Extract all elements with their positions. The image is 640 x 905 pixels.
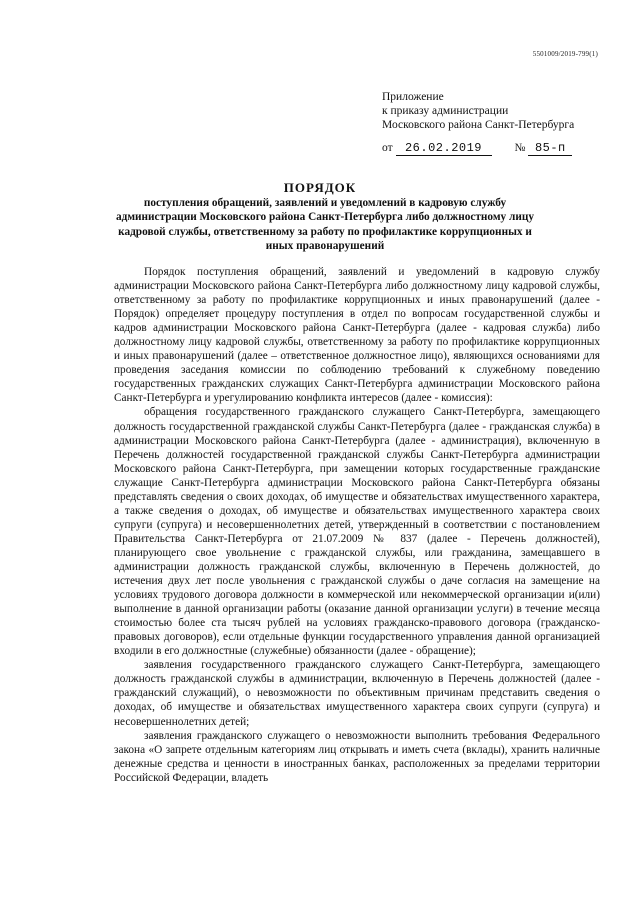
- document-subtitle: поступления обращений, заявлений и уведомлений в кадровую службу администрации Московского района Санкт-Петербурга либо должностному лицу кадровой службы, ответственному за работу по профилактике коррупционных и иных правонарушений: [115, 197, 535, 252]
- body-paragraph: обращения государственного гражданского служащего Санкт-Петербурга, замещающего должность государственной гражданской службы Санкт-Петербурга (далее - гражданская служба) в администрации Московского района Санкт-Петербурга (далее - администрация), включенную в Перечень должностей государственной гражданской службы Санкт-Петербурга администрации Московского района Санкт-Петербурга, при замещении которых государственные гражданские служащие Санкт-Петербурга администрации Московского района Санкт-Петербурга обязаны представлять сведения о своих доходах, об имуществе и обязательствах имущественного характера, а также сведения о доходах, об имуществе и обязательствах имущественного характера своих супруги (супруга) и несовершеннолетних детей, утвержденный в соответствии с постановлением Правительства Санкт-Петербурга от 21.07.2009 № 837 (далее - Перечень должностей), планирующего свое увольнение с гражданской службы, или гражданина, замещавшего в администрации должность гражданской службы, включенную в Перечень должностей, до истечения двух лет после увольнения с гражданской службы о даче согласия на замещение на условиях трудового договора должности в коммерческой или некоммерческой организации и(или) выполнение в данной организации работы (оказание данной организации услуги) в течение месяца стоимостью более ста тысяч рублей на условиях гражданско-правового договора (гражданско-правовых договоров), если отдельные функции государственного управления данной организацией входили в его должностные (служебные) обязанности (далее - обращение);: [114, 406, 600, 658]
- document-body: [114, 265, 600, 785]
- number-label: №: [514, 142, 526, 154]
- body-paragraph: заявления гражданского служащего о невозможности выполнить требования Федерального закона «О запрете отдельным категориям лиц открывать и иметь счета (вклады), хранить наличные денежные средства и ценности в иностранных банках, расположенных за пределами территории Российской Федерации, владеть: [114, 729, 600, 784]
- order-date: 26.02.2019: [396, 141, 492, 156]
- document-registration-number: 5501009/2019-799(1): [532, 50, 598, 58]
- order-number: 85-п: [528, 141, 572, 156]
- appendix-line: Приложение: [382, 91, 444, 103]
- from-label: от: [382, 142, 393, 154]
- order-reference: [382, 141, 572, 156]
- body-paragraph: Порядок поступления обращений, заявлений и уведомлений в кадровую службу администрации Московского района Санкт-Петербурга либо должностному лицу кадровой службы, ответственному за работу по профилактике коррупционных и иных правонарушений (далее - Порядок) определяет процедуру поступления в отдел по вопросам государственной службы и кадров администрации Московского района Санкт-Петербурга (далее - кадровая служба) либо должностному лицу кадровой службы, ответственному за работу по профилактике коррупционных и иных правонарушений (далее – ответственное должностное лицо), являющихся основаниями для проведения заседания комиссии по соблюдению требований к служебному поведению государственных гражданских служащих Санкт-Петербурга администрации Московского района Санкт-Петербурга и урегулированию конфликта интересов (далее - комиссия):: [114, 266, 600, 405]
- appendix-line: к приказу администрации: [382, 105, 509, 117]
- appendix-block: [382, 90, 574, 132]
- document-title: ПОРЯДОК: [283, 180, 357, 195]
- appendix-line: Московского района Санкт-Петербурга: [382, 119, 575, 131]
- body-paragraph: заявления государственного гражданского служащего Санкт-Петербурга, замещающего должность гражданской службы в администрации, включенную в Перечень должностей (далее - гражданский служащий), о невозможности по объективным причинам представить сведения о доходах, об имуществе и обязательствах имущественного характера своих супруги (супруга) и несовершеннолетних детей;: [114, 659, 600, 728]
